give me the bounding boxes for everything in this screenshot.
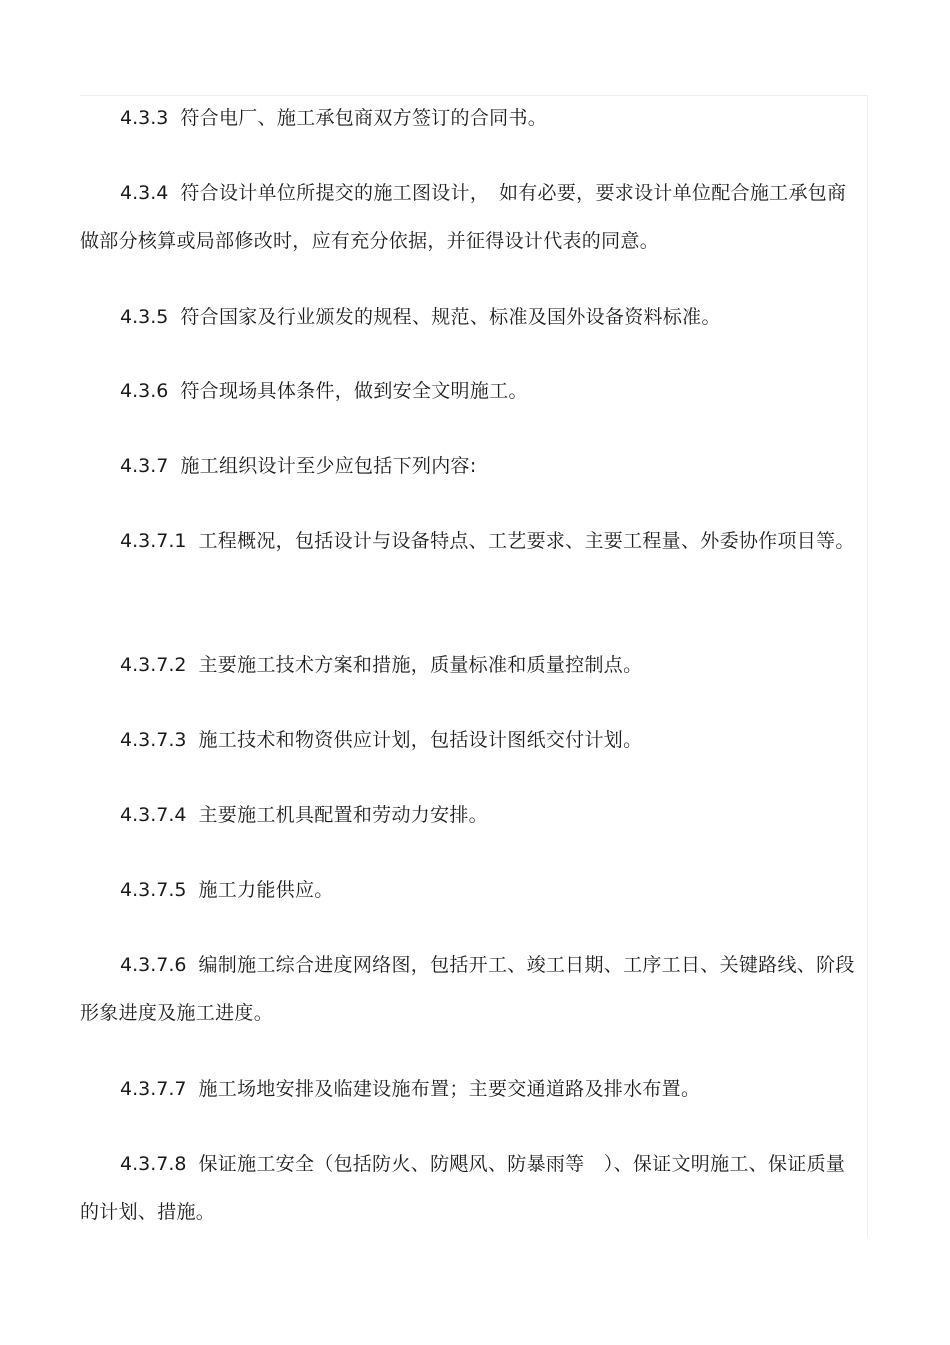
clause-4-3-5 <box>80 293 860 341</box>
clause-text: 施工力能供应。 <box>198 879 334 901</box>
clause-number: 4.3.7.3 <box>120 729 187 751</box>
clause-4-3-4 <box>80 169 860 265</box>
clause-text: 符合电厂、施工承包商双方签订的合同书。 <box>180 107 548 129</box>
clause-number: 4.3.7.7 <box>120 1078 187 1100</box>
clause-4-3-7 <box>80 442 860 490</box>
clause-text: 主要施工机具配置和劳动力安排。 <box>198 804 488 826</box>
clause-4-3-7-3 <box>80 716 860 764</box>
clause-4-3-7-5 <box>80 866 860 914</box>
clause-text: 符合现场具体条件，做到安全文明施工。 <box>180 380 528 402</box>
clause-number: 4.3.7.8 <box>120 1153 187 1175</box>
clause-number: 4.3.7.4 <box>120 804 187 826</box>
clause-4-3-7-7 <box>80 1065 860 1113</box>
clause-4-3-6 <box>80 367 860 415</box>
clause-number: 4.3.7.2 <box>120 654 187 676</box>
clause-number: 4.3.7.5 <box>120 879 187 901</box>
clause-text: 符合设计单位所提交的施工图设计， 如有必要，要求设计单位配合施工承包商做部分核算或局部修改时，应有充分依据，并征得设计代表的同意。 <box>80 182 847 252</box>
clause-number: 4.3.5 <box>120 306 169 328</box>
clause-number: 4.3.7.1 <box>120 530 187 552</box>
clause-number: 4.3.4 <box>120 182 169 204</box>
clause-text: 施工组织设计至少应包括下列内容: <box>180 455 477 477</box>
clause-number: 4.3.7.6 <box>120 954 187 976</box>
clause-4-3-3 <box>80 94 860 142</box>
clause-text: 施工场地安排及临建设施布置；主要交通道路及排水布置。 <box>198 1078 701 1100</box>
clause-text: 施工技术和物资供应计划，包括设计图纸交付计划。 <box>198 729 643 751</box>
clause-text: 编制施工综合进度网络图，包括开工、竣工日期、工序工日、关键路线、阶段形象进度及施工进度。 <box>80 954 855 1024</box>
clause-number: 4.3.7 <box>120 455 169 477</box>
clause-4-3-7-1 <box>80 517 860 565</box>
clause-number: 4.3.6 <box>120 380 169 402</box>
clause-text: 符合国家及行业颁发的规程、规范、标准及国外设备资料标准。 <box>180 306 721 328</box>
clause-4-3-7-2 <box>80 641 860 689</box>
clause-4-3-7-8 <box>80 1140 860 1236</box>
clause-4-3-7-4 <box>80 791 860 839</box>
clause-text: 保证施工安全（包括防火、防飓风、防暴雨等 ）、保证文明施工、保证质量的计划、措施。 <box>80 1153 846 1223</box>
clause-4-3-7-6 <box>80 941 860 1037</box>
clause-text: 主要施工技术方案和措施，质量标准和质量控制点。 <box>198 654 643 676</box>
clause-number: 4.3.3 <box>120 107 169 129</box>
clause-text: 工程概况，包括设计与设备特点、工艺要求、主要工程量、外委协作项目等。 <box>198 530 855 552</box>
